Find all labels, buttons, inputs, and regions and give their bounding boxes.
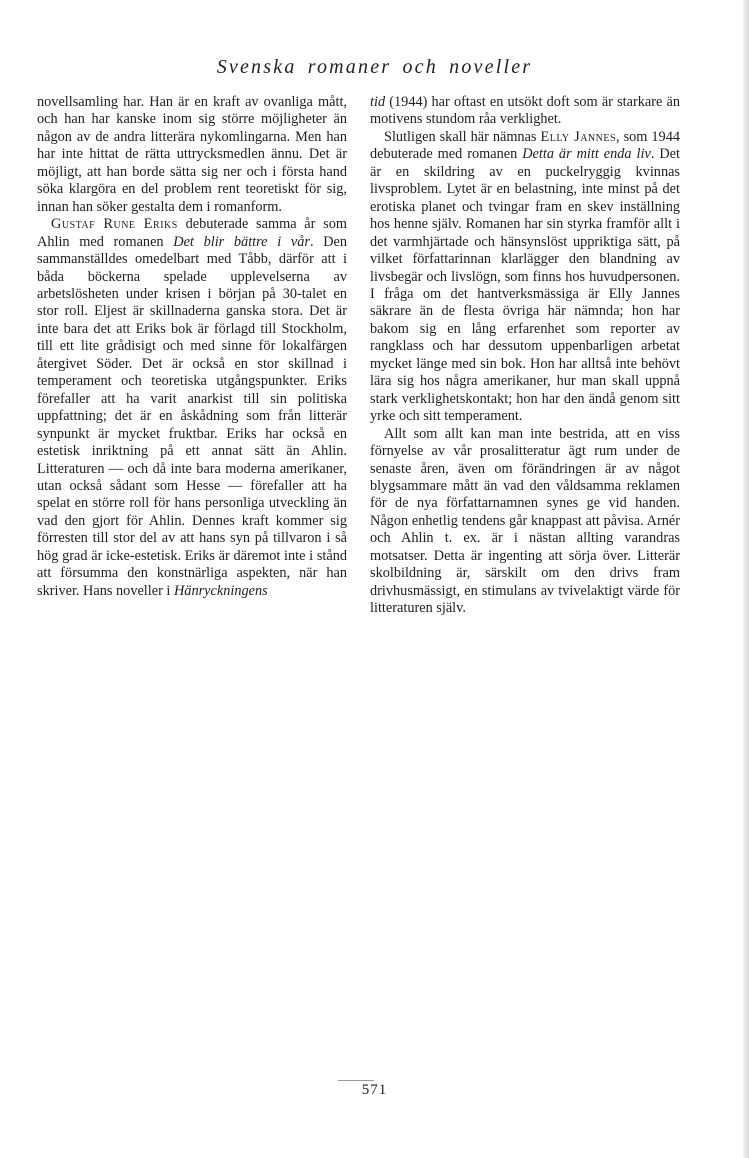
paragraph xyxy=(370,129,680,426)
book-title: tid xyxy=(370,94,386,110)
paragraph-text: , som 1944 debuterade med romanen xyxy=(370,128,681,163)
paragraph-text: (1944) har oftast en utsökt doft som är starkare än motivens stundom råa verklighet. xyxy=(370,94,680,128)
paragraph xyxy=(37,216,347,600)
right-column xyxy=(370,94,680,618)
book-title: Det blir bättre i vår xyxy=(173,233,310,250)
paragraph xyxy=(370,94,680,129)
page-edge xyxy=(743,0,749,1158)
paragraph xyxy=(37,94,347,216)
paragraph-text: . Den sammanställdes omedelbart med Tåbb, därför att i båda böckerna spelade upplevelserna av arbetslösheten under krisen i början på 30-talet en stor roll. Eljest är skillnaderna ganska stora. Det är inte bara det att Eriks bok är förlagd till Stockholm, till ett lite grådisigt och med sinne för lokalfärgen återgivet Söder. Det är också en stor skillnad i temperament och teoretiska utgångspunkter. Eriks förefaller att ha varit anarkist till sin politiska uppfattning; det är en åskådning som från litterär synpunkt är mycket fruktbar. Eriks har också en estetisk inriktning på ett annat sätt än Ahlin. Litteraturen — och då inte bara moderna amerikaner, utan också sådant som Hesse — förefaller att ha spelat en större roll för hans personliga utveckling än vad den gjort för Ahlin. Dennes kraft kommer sig förresten till stor del av att hans syn på tillvaron i så hög grad är icke-estetisk. Eriks är däremot inte i stånd att försumma den konstnärliga aspekten, när han skriver. Hans noveller i xyxy=(37,233,348,599)
paragraph-text: . Det är en skildring av en puckelryggig kvinnas livsproblem. Lytet är en belastning, inte minst på det erotiska planet och tvingar fram en skev inställning hos henne själv. Romanen har sin styrka framför allt i det varmhjärtade och hänsynslöst uppriktiga sätt, på vilket författarinnan klarlägger den blandning av livsbegär och livslögn, som finns hos huvudpersonen. I fråga om det hantverksmässiga är Elly Jannes säkrare än de flesta övriga här nämnda; hon har bakom sig en lång erfarenhet som reporter av rangklass och har dessutom uppenbarligen arbetat mycket länge med sin bok. Hon har alltså inte behövt lära sig hos några amerikaner, hur man skall uppnå stark verklighetskontakt; hon har den ändå genom sitt yrke och sitt temperament. xyxy=(370,146,680,425)
author-name: Elly Jannes xyxy=(540,128,617,145)
paragraph-text: Slutligen skall här nämnas xyxy=(384,128,541,145)
paragraph xyxy=(370,426,680,618)
paragraph-text: Allt som allt kan man inte bestrida, att en viss förnyelse av vår prosalitteratur ägt rum under de senaste åren, även om förändringen är av något blygsammare mått än vad den våldsamma reklamen för de nya författarnamnen synes ge vid handen. Någon enhetlig tendens går knappast att påvisa. Arnér och Ahlin t. ex. är i nästan allting varandras motsatser. Detta är ingenting att sörja över. Litterär skolbildning är, särskilt om den drivs fram drivhusmässigt, en stimulans av tvivelaktigt värde för litteraturen själv. xyxy=(370,425,680,617)
left-column xyxy=(37,94,347,600)
folio-rule xyxy=(338,1080,374,1081)
page-number: 571 xyxy=(361,1082,388,1098)
running-head: Svenska romaner och noveller xyxy=(216,56,533,78)
book-title: Detta är mitt enda liv xyxy=(522,146,651,163)
book-title: Hänryckningens xyxy=(173,582,268,599)
paragraph-text: novellsamling har. Han är en kraft av ovanliga mått, och han har kanske inom sig större möjligheter än någon av de andra litterära nykomlingarna. Men han har inte hittat de rätta uttrycksmedlen ännu. Det är möjligt, att han borde sätta sig ner och i första hand söka klargöra en del problem rent teoretiskt för sig, innan han söker gestalta dem i romanform. xyxy=(37,94,347,215)
paragraph-text: debuterade samma år som Ahlin med romanen xyxy=(37,216,347,250)
author-name: Gustaf Rune Eriks xyxy=(51,216,178,233)
